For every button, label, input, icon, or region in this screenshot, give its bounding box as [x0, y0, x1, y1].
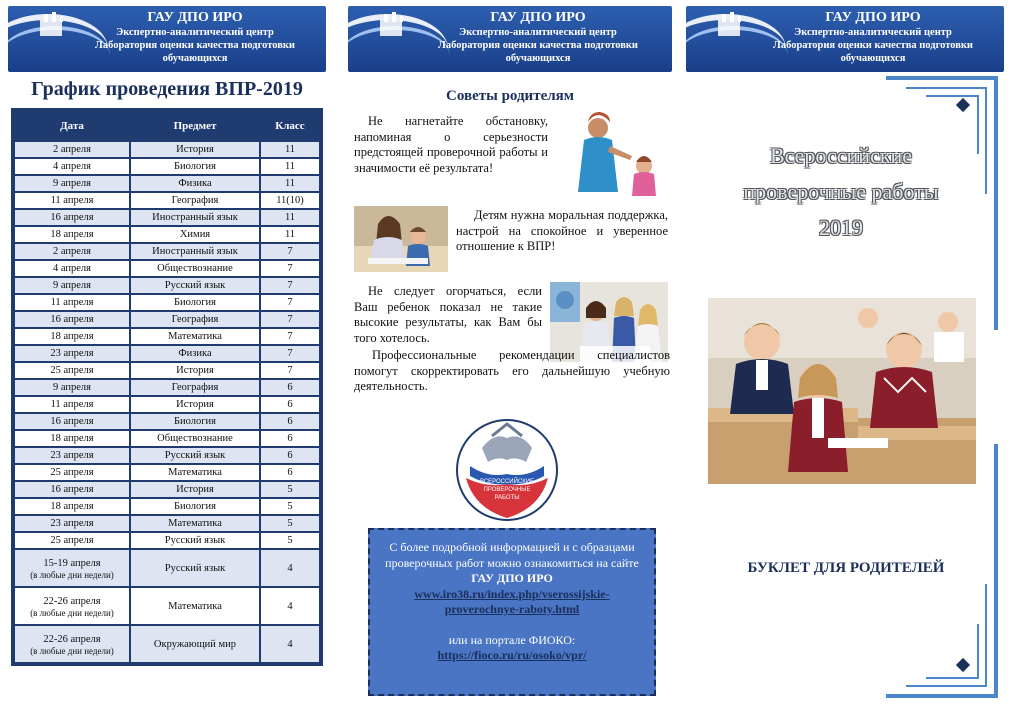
info-org: ГАУ ДПО ИРО [471, 571, 553, 585]
cell-grade: 5 [261, 482, 319, 497]
date-text: 4 апреля [53, 161, 91, 172]
table-row [15, 193, 319, 208]
table-row [15, 397, 319, 412]
date-text: 4 апреля [53, 263, 91, 274]
org-name: ГАУ ДПО ИРО [147, 10, 243, 25]
org-line4: обучающихся [162, 53, 228, 64]
date-note: (в любые дни недели) [30, 607, 114, 618]
date-text: 9 апреля [53, 280, 91, 291]
cell-grade: 5 [261, 533, 319, 548]
table-row [15, 278, 319, 293]
org-line4: обучающихся [840, 53, 906, 64]
cell-grade: 4 [261, 550, 319, 586]
cell-subject: Иностранный язык [131, 244, 259, 259]
cell-subject: Математика [131, 516, 259, 531]
table-row [15, 448, 319, 463]
cell-subject: Физика [131, 176, 259, 191]
cell-subject: История [131, 363, 259, 378]
date-text: 18 апреля [50, 331, 94, 342]
date-text: 23 апреля [50, 348, 94, 359]
vpr-emblem-icon [452, 418, 562, 522]
cell-subject: Окружающий мир [131, 626, 259, 662]
date-text: 2 апреля [53, 246, 91, 257]
cell-grade: 5 [261, 516, 319, 531]
cell-date [15, 227, 129, 242]
cell-grade: 11(10) [261, 193, 319, 208]
cell-grade: 7 [261, 295, 319, 310]
date-note: (в любые дни недели) [30, 645, 114, 656]
cell-subject: История [131, 397, 259, 412]
vpr-logo [452, 418, 562, 522]
org-line2: Экспертно-аналитический центр [794, 27, 952, 38]
cell-date [15, 626, 129, 662]
cover-panel [686, 0, 1004, 714]
org-line3: Лаборатория оценки качества подготовки [95, 40, 295, 51]
cell-grade: 7 [261, 261, 319, 276]
table-row [15, 210, 319, 225]
cell-subject: География [131, 193, 259, 208]
cover-title-line3: 2019 [819, 215, 863, 240]
org-line3: Лаборатория оценки качества подготовки [438, 40, 638, 51]
table-row [15, 482, 319, 497]
cell-date [15, 244, 129, 259]
diamond-icon [956, 98, 970, 112]
cell-grade: 11 [261, 142, 319, 157]
cell-date [15, 465, 129, 480]
info-text: С более подробной информацией и с образцами проверочных работ можно ознакомиться на сайте [385, 540, 639, 570]
table-row [15, 533, 319, 548]
table-row [15, 465, 319, 480]
cell-subject: География [131, 380, 259, 395]
iro-link[interactable]: www.iro38.ru/index.php/vserossijskie-proverochnye-raboty.html [414, 586, 610, 616]
col-header-subject: Предмет [131, 112, 259, 140]
date-text: 16 апреля [50, 212, 94, 223]
cell-grade: 7 [261, 363, 319, 378]
info-or-text: или на портале ФИОКО: [448, 632, 576, 647]
cell-grade: 7 [261, 312, 319, 327]
date-text: 23 апреля [50, 518, 94, 529]
cell-subject: Биология [131, 499, 259, 514]
classroom-photo [708, 298, 976, 484]
cell-date [15, 363, 129, 378]
cell-date [15, 588, 129, 624]
date-note: (в любые дни недели) [30, 569, 114, 580]
cell-grade: 6 [261, 465, 319, 480]
cell-subject: Физика [131, 346, 259, 361]
table-row [15, 363, 319, 378]
cell-date [15, 346, 129, 361]
cover-title-line1: Всероссийские [769, 143, 913, 168]
header-banner [686, 6, 1004, 72]
date-text: 11 апреля [50, 297, 94, 308]
cell-date [15, 329, 129, 344]
teacher-child-photo [558, 108, 666, 198]
cell-date [15, 499, 129, 514]
date-text: 16 апреля [50, 416, 94, 427]
table-row [15, 499, 319, 514]
cell-subject: Биология [131, 159, 259, 174]
cell-subject: Обществознание [131, 261, 259, 276]
date-text: 23 апреля [50, 450, 94, 461]
schedule-panel [8, 0, 326, 714]
table-row [15, 550, 319, 586]
tips-title: Советы родителям [446, 88, 574, 104]
cell-subject: Химия [131, 227, 259, 242]
date-text: 15-19 апреля [43, 557, 101, 569]
table-row [15, 176, 319, 191]
date-text: 11 апреля [50, 195, 94, 206]
fioco-link[interactable]: https://fioco.ru/ru/osoko/vpr/ [437, 648, 587, 662]
cell-grade: 6 [261, 397, 319, 412]
org-line2: Экспертно-аналитический центр [459, 27, 617, 38]
cell-date [15, 414, 129, 429]
table-row [15, 346, 319, 361]
cell-date [15, 533, 129, 548]
tip-4: Профессиональные рекомендации специалистов помогут скорректировать его дальнейшую учебную деятельность. [354, 348, 670, 393]
date-text: 22-26 апреля [43, 595, 101, 607]
cell-date [15, 431, 129, 446]
date-text: 2 апреля [53, 144, 91, 155]
header-banner [8, 6, 326, 72]
tip-3: Не следует огорчаться, если Ваш ребенок показал не такие высокие результаты, как Вам бы того хотелось. [354, 284, 542, 345]
cell-grade: 7 [261, 278, 319, 293]
cell-date [15, 176, 129, 191]
table-row [15, 516, 319, 531]
cell-subject: Русский язык [131, 448, 259, 463]
cell-subject: Математика [131, 329, 259, 344]
cell-grade: 4 [261, 626, 319, 662]
org-line2: Экспертно-аналитический центр [116, 27, 274, 38]
cell-date [15, 278, 129, 293]
cell-grade: 6 [261, 414, 319, 429]
cell-date [15, 295, 129, 310]
table-row [15, 312, 319, 327]
cell-date [15, 159, 129, 174]
date-text: 25 апреля [50, 467, 94, 478]
tips-panel [348, 0, 672, 714]
cell-subject: История [131, 482, 259, 497]
org-name: ГАУ ДПО ИРО [825, 10, 921, 25]
cover-title-line2: проверочные работы [743, 179, 939, 204]
org-name: ГАУ ДПО ИРО [490, 10, 586, 25]
cell-subject: Биология [131, 414, 259, 429]
cell-subject: Математика [131, 465, 259, 480]
cell-date [15, 550, 129, 586]
org-line4: обучающихся [505, 53, 571, 64]
date-text: 25 апреля [50, 365, 94, 376]
table-row [15, 142, 319, 157]
cell-date [15, 261, 129, 276]
cell-subject: Математика [131, 588, 259, 624]
booklet-subtitle: БУКЛЕТ ДЛЯ РОДИТЕЛЕЙ [747, 560, 945, 576]
date-text: 16 апреля [50, 314, 94, 325]
schedule-title: График проведения ВПР-2019 [31, 78, 303, 100]
cell-grade: 7 [261, 346, 319, 361]
date-text: 22-26 апреля [43, 633, 101, 645]
tip-2: Детям нужна моральная поддержка, настрой на спокойное и уверенное отношение к ВПР! [456, 208, 668, 253]
cell-subject: Русский язык [131, 533, 259, 548]
cell-grade: 11 [261, 159, 319, 174]
cell-grade: 11 [261, 210, 319, 225]
table-row [15, 626, 319, 662]
schedule-table [11, 108, 323, 666]
table-row [15, 431, 319, 446]
date-text: 9 апреля [53, 178, 91, 189]
tip-1: Не нагнетайте обстановку, напоминая о серьезности предстоящей проверочной работы и значимости её результата! [354, 114, 548, 175]
date-text: 18 апреля [50, 501, 94, 512]
org-line3: Лаборатория оценки качества подготовки [773, 40, 973, 51]
cell-grade: 6 [261, 431, 319, 446]
cell-date [15, 312, 129, 327]
col-header-grade: Класс [261, 112, 319, 140]
cell-subject: Биология [131, 295, 259, 310]
table-row [15, 244, 319, 259]
cell-subject: Русский язык [131, 278, 259, 293]
cell-subject: Обществознание [131, 431, 259, 446]
table-row [15, 588, 319, 624]
table-row [15, 380, 319, 395]
table-row [15, 261, 319, 276]
cell-date [15, 448, 129, 463]
cover-title [716, 138, 966, 246]
cell-date [15, 397, 129, 412]
date-text: 25 апреля [50, 535, 94, 546]
vpr-logo-text: ВСЕРОССИЙСКИЕ ПРОВЕРОЧНЫЕ РАБОТЫ [479, 479, 535, 501]
cell-subject: История [131, 142, 259, 157]
info-box [368, 528, 656, 696]
date-text: 18 апреля [50, 229, 94, 240]
col-header-date: Дата [15, 112, 129, 140]
cell-grade: 7 [261, 244, 319, 259]
cell-grade: 6 [261, 448, 319, 463]
cell-grade: 5 [261, 499, 319, 514]
cell-date [15, 380, 129, 395]
date-text: 9 апреля [53, 382, 91, 393]
table-row [15, 295, 319, 310]
header-banner [348, 6, 672, 72]
cell-subject: Иностранный язык [131, 210, 259, 225]
cell-grade: 4 [261, 588, 319, 624]
cell-date [15, 142, 129, 157]
cell-date [15, 193, 129, 208]
cell-grade: 7 [261, 329, 319, 344]
cell-subject: География [131, 312, 259, 327]
cell-subject: Русский язык [131, 550, 259, 586]
cell-date [15, 482, 129, 497]
date-text: 18 апреля [50, 433, 94, 444]
cell-grade: 11 [261, 227, 319, 242]
diamond-icon [956, 658, 970, 672]
mother-child-photo [354, 206, 448, 272]
date-text: 16 апреля [50, 484, 94, 495]
table-row [15, 329, 319, 344]
date-text: 11 апреля [50, 399, 94, 410]
table-row [15, 159, 319, 174]
cell-date [15, 516, 129, 531]
cell-grade: 11 [261, 176, 319, 191]
cell-grade: 6 [261, 380, 319, 395]
table-row [15, 414, 319, 429]
table-row [15, 227, 319, 242]
cell-date [15, 210, 129, 225]
